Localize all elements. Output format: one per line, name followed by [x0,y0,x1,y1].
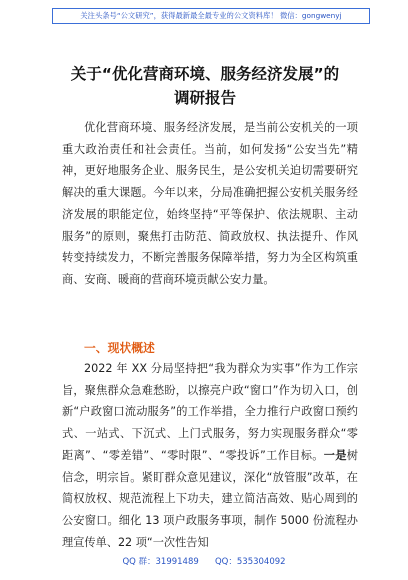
paragraph-status-text-2: 树信念，明宗旨。紧盯群众意见建议，深化“放管服”改革，在简权放权、规范流程上下功夫，建立简洁高效、贴心周到的公安窗口。细化 13 项户政服务事项，制作 5000 份流程办理宣传单、22 项“一次性告知 [62,448,358,549]
footer-contact: QQ 群：31991489 QQ：535304092 [122,557,286,567]
paragraph-status-text-1: 2022 年 XX 分局坚持把“我为群众为实事”作为工作宗旨，聚焦群众急难愁盼，以擦亮户政“窗口”作为切入口，创新“户政窗口流动服务”的工作举措，全力推行户政窗口预约式、一站式、下沉式、上门式服务，努力实现服务群众“零距离”、“零差错”、“零时限”、“零投诉”工作目标。 [62,362,358,462]
paragraph-status [62,358,358,553]
paragraph-intro: 优化营商环境、服务经济发展，是当前公安机关的一项重大政治责任和社会责任。当前，如何发扬“公安当先”精神，更好地服务企业、服务民生，是公安机关迫切需要研究解决的重大课题。今年以来，分局准确把握公安机关服务经济发展的职能定位，始终坚持“平等保护、依法规职、主动服务”的原则，聚焦打击防范、简政放权、执法提升、作风转变持续发力，不断完善服务保障举措，努力为全区构筑重商、安商、暖商的营商环境贡献公安力量。 [62,121,358,286]
section-heading: 一、现状概述 [84,341,155,355]
emphasis-first-point: 一是 [323,448,347,462]
document-title-line2: 调研报告 [173,89,236,107]
document-title-line1: 关于“优化营商环境、服务经济发展”的 [70,65,340,83]
promo-banner: 关注头条号“公文研究”，获得最新最全最专业的公文资料库！ 微信：gongwenyj [52,8,370,24]
